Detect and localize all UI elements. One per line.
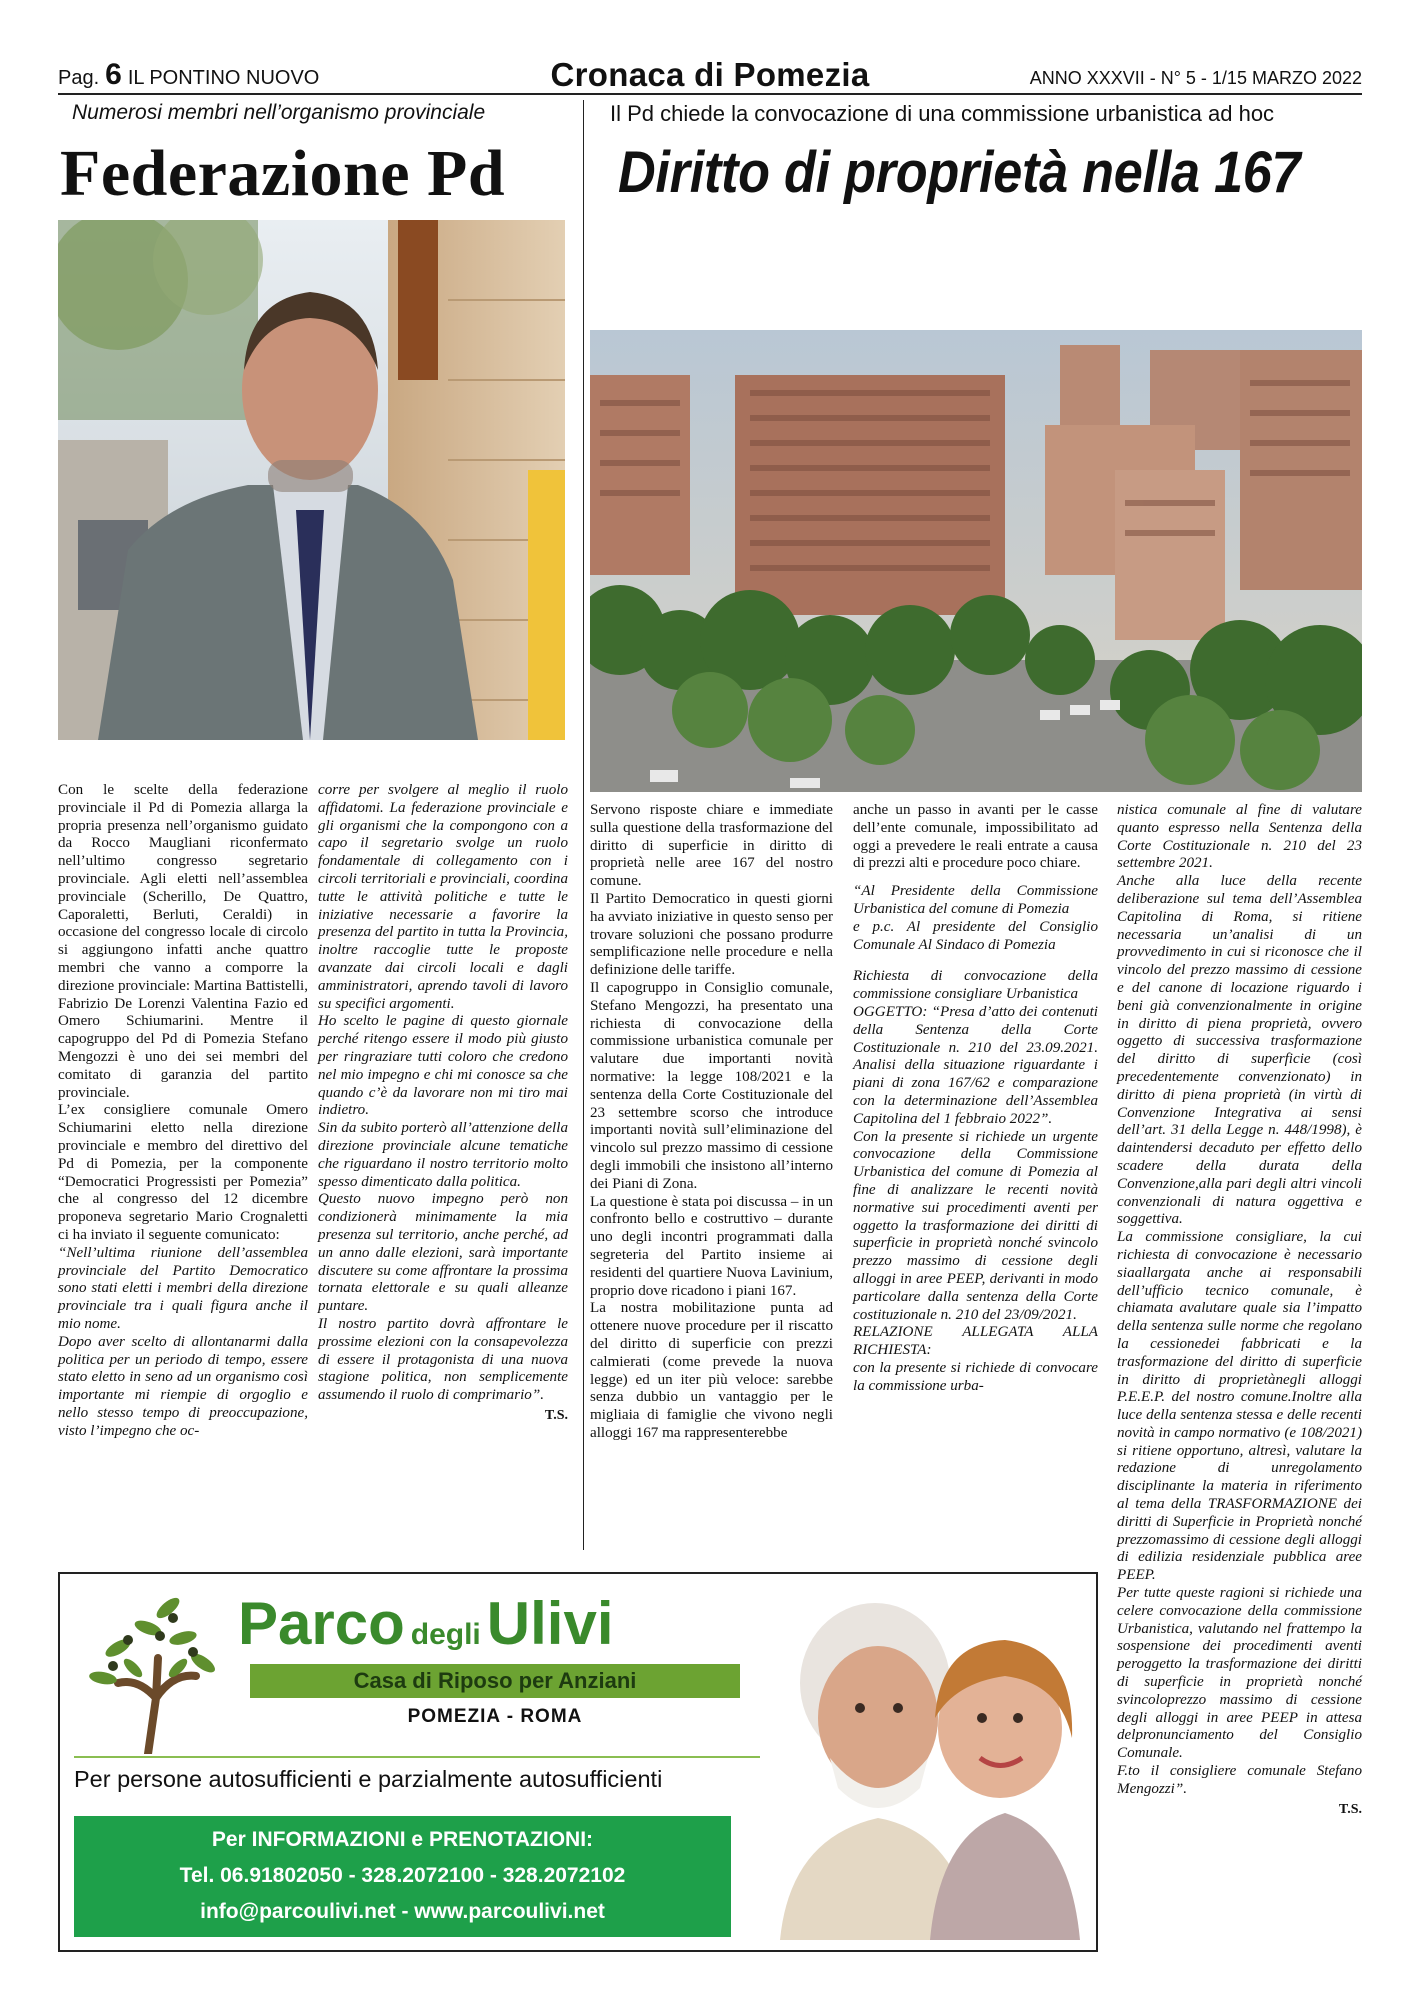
page-number: 6 [105, 58, 122, 91]
left-kicker: Numerosi membri nell’organismo provinciale [72, 101, 486, 124]
publication-name: IL PONTINO NUOVO [127, 67, 320, 89]
paragraph: Ho scelto le pagine di questo giornale perché ritengo essere il modo più giusto per ringraziare tutti coloro che credono nel mio impegno e chi mi conosce sa che quando c’è da lavorare non mi tiro mai indietro. [318, 1013, 568, 1119]
paragraph: Sin da subito porterò all’attenzione della direzione provinciale alcune tematiche che riguardano il nostro territorio molto spesso dimenticato dalla politica. [318, 1120, 568, 1190]
paragraph: “Nell’ultima riunione dell’assemblea provinciale del Partito Democratico sono stati eletti i membri della direzione provinciale tra i quali figura anche il mio nome. [58, 1244, 308, 1332]
paragraph: La nostra mobilitazione punta ad ottenere nuove procedure per il riscatto del diritto di superficie con prezzi calmierati (come prevede la nuova legge) ed un iter più veloce: sarebbe senza dubbio un vantaggio per le migliaia di famiglie che vivono negli alloggi 167 ma rappresenterebbe [590, 1300, 833, 1441]
olive-tree-icon [78, 1588, 228, 1754]
man-portrait-photo [58, 220, 565, 740]
ad-tagline: Casa di Riposo per Anziani [250, 1664, 740, 1698]
right-headline: Diritto di proprietà nella 167 [618, 140, 1301, 205]
advertisement [58, 1572, 1098, 1952]
section-title: Cronaca di Pomezia [550, 56, 870, 93]
right-column-3 [1117, 802, 1362, 1818]
left-column-2 [318, 782, 568, 1425]
paragraph: Il nostro partito dovrà affrontare le prossime elezioni con la consapevolezza di essere il protagonista di una nuova stagione politica, non semplicemente assumendo il ruolo di comprimario”. [318, 1315, 568, 1404]
paragraph: nistica comunale al fine di valutare quanto espresso nella Sentenza della Corte Costituzionale n. 210 del 23 settembre 2021. [1117, 802, 1362, 872]
paragraph: e p.c. Al presidente del Consiglio Comunale Al Sindaco di Pomezia [853, 918, 1098, 953]
column-divider [583, 100, 584, 1550]
right-kicker: Il Pd chiede la convocazione di una commissione urbanistica ad hoc [610, 101, 1275, 126]
issue-info: ANNO XXXVII - N° 5 - 1/15 MARZO 2022 [1029, 68, 1362, 88]
ad-contacts: info@parcoulivi.net - www.parcoulivi.net [200, 1900, 605, 1923]
ad-location: POMEZIA - ROMA [407, 1706, 583, 1727]
ad-phones: Tel. 06.91802050 - 328.2072100 - 328.2072102 [179, 1864, 626, 1887]
brand-word: degli [410, 1618, 481, 1651]
ad-divider [74, 1756, 774, 1758]
paragraph: Il Partito Democratico in questi giorni ha avviato iniziative in questo senso per trovare soluzioni che possano produrre semplificazione nelle procedure e nella definizione delle tariffe. [590, 890, 833, 979]
paragraph: Con le scelte della federazione provinciale il Pd di Pomezia allarga la propria presenza nell’organismo guidato da Rocco Maugliani riconfermato nell’ultimo congresso segretario provinciale. Agli eletti nell’assemblea provinciale (Scherillo, De Quattro, Caporaletti, Berluti, Ceraldi) in occasione del congresso locale di circolo si aggiungono infatti anche quattro membri che vanno a comporre la direzione provinciale: Martina Battistelli, Fabrizio De Lorenzi Valentina Fazio ed Omero Schiumarini. Mentre il capogruppo del Pd di Pomezia Stefano Mengozzi è uno dei sei membri del comitato di garanzia del partito provinciale. [58, 782, 308, 1101]
paragraph: corre per svolgere al meglio il ruolo affidatomi. La federazione provinciale e gli organismi che la compongono con a capo il segretario svolge un ruolo fondamentale di collegamento con i circoli territoriali e provinciali, coordina tutte le attività politiche e tutte le iniziative necessarie a favorire la presenza del partito in tutta la Provincia, inoltre raccoglie tutte le proposte avanzate dai circoli locali e dagli amministratori, aprendo tavoli di lavoro su specifici argomenti. [318, 782, 568, 1012]
right-column-1 [590, 802, 833, 1443]
paragraph: RELAZIONE ALLEGATA ALLA RICHIESTA: [853, 1324, 1098, 1359]
paragraph: La questione è stata poi discussa – in un confronto bello e costruttivo – durante uno degli incontri programmati dalla segreteria del Partito insieme ai residenti del quartiere Nuova Lavinium, proprio dove ricadono i piani 167. [590, 1193, 833, 1299]
author-signature: T.S. [544, 1407, 568, 1423]
elderly-couple-photo [760, 1588, 1086, 1940]
author-signature: T.S. [1338, 1801, 1362, 1817]
paragraph: Servono risposte chiare e immediate sulla questione della trasformazione del diritto di superficie in diritto di proprietà nelle aree 167 del nostro comune. [590, 802, 833, 890]
paragraph: anche un passo in avanti per le casse dell’ente comunale, impossibilitato ad oggi a prevedere le reali entrate a causa di prezzi alti e procedure poco chiare. [853, 802, 1098, 872]
paragraph: Questo nuovo impegno però non condizionerà minimamente la mia presenza sul territorio, anche perché, ad un anno dalle elezioni, sarà importante discutere su come affrontare la prossima tornata elettorale e su quali alleanze puntare. [318, 1191, 568, 1315]
page-label: Pag. [58, 67, 100, 89]
paragraph: “Al Presidente della Commissione Urbanistica del comune di Pomezia [853, 883, 1098, 917]
paragraph: con la presente si richiede di convocare la commissione urba- [853, 1359, 1098, 1394]
paragraph: La commissione consigliare, la cui richiesta di convocazione è necessario siaallargata anche ai responsabili dell’ufficio tecnico comunale, è chiamata avalutare quale sia l’impatto della sentenza sulle norme che regolano la cessionedei fabbricati e la trasformazione del diritto di superficie in diritto di proprietànegli alloggi P.E.E.P. del nostro comune.Inoltre alla luce della sentenza stessa e delle recenti novità in campo normativo (e 108/2021) si ritiene opportuno, altresì, valutare la redazione di unregolamento disciplinante la materia in riferimento al tema della TRASFORMAZIONE dei diritti di Superficie in Proprietà nonché prezzomassimo di cessione degli alloggi di edilizia residenziale pubblica aree PEEP. [1117, 1229, 1362, 1584]
brand-word: Ulivi [486, 1590, 614, 1657]
paragraph: L’ex consigliere comunale Omero Schiumarini eletto nella direzione provinciale e membro del direttivo del Pd di Pomezia, per la componente “Democratici Progressisti per Pomezia” che al congresso del 12 dicembre proponeva segretario Mario Crognaletti ci ha inviato il seguente comunicato: [58, 1102, 308, 1243]
paragraph: Dopo aver scelto di allontanarmi dalla politica per un periodo di tempo, essere stato eletto in seno ad un organismo così importante mi riempie di orgoglio e nello stesso tempo di preoccupazione, visto l’impegno che oc- [58, 1333, 308, 1439]
ad-brand [238, 1590, 614, 1658]
paragraph: Per tutte queste ragioni si richiede una celere convocazione della commissione Urbanistica, valutando nel frattempo la sospensione dei procedimenti aventi peroggetto la trasformazione dei diritti di superficie in proprietà nonché svincoloprezzo massimo di cessione degli alloggi in aree PEEP in attesa delpronunciamento del Consiglio Comunale. [1117, 1585, 1362, 1762]
paragraph: F.to il consigliere comunale Stefano Mengozzi”. [1117, 1763, 1362, 1797]
ad-claim: Per persone autosufficienti e parzialmente autosufficienti [74, 1766, 663, 1792]
paragraph: Il capogruppo in Consiglio comunale, Stefano Mengozzi, ha presentato una richiesta di convocazione della commissione urbanistica comunale per valutare due importanti novità normative: la legge 108/2021 e la sentenza della Corte Costituzionale del 23 settembre scorso che introduce importanti novità sull’eliminazione del vincolo sul prezzo massimo di cessione degli immobili che insistono all’interno dei Piani di Zona. [590, 979, 833, 1192]
apartment-buildings-photo [590, 330, 1362, 792]
header-rule [58, 93, 1362, 95]
left-column-1 [58, 782, 308, 1440]
paragraph: Anche alla luce della recente deliberazione sul tema dell’Assemblea Capitolina di Roma, si ritiene necessaria un’analisi di un provvedimento in cui si riconosce che il vincolo del prezzo massimo di cessione e del canone di locazione riguardo i beni già convenzionalmente in origine in diritto di piena proprietà, ovvero oggetto di successiva trasformazione del diritto di superficie (così precedentemente convenzionato) in diritto di piena proprietà (in virtù di Convenzione Integrativa ai sensi dell’art. 31 della Legge n. 448/1998), è daintendersi decaduto per effetto dello scadere della durata della Convenzione,alla pari degli altri vincoli convenzionali di natura oggettiva e soggettiva. [1117, 873, 1362, 1228]
paragraph: Con la presente si richiede un urgente convocazione della Commissione Urbanistica del comune di Pomezia al fine di analizzare le recenti novità normative sui procedimenti aventi per oggetto la trasformazione dei diritti di superficie in proprietà nonché svincolo prezzo massimo di cessione degli alloggi in aree PEEP, derivanti in modo particolare dalla sentenza della Corte costituzionale n. 210 del 23/09/2021. [853, 1128, 1098, 1323]
ad-info-heading: Per INFORMAZIONI e PRENOTAZIONI: [211, 1828, 594, 1851]
paragraph: Richiesta di convocazione della commissione consigliare Urbanistica [853, 968, 1098, 1003]
left-headline: Federazione Pd [60, 137, 506, 210]
right-column-2 [853, 802, 1098, 1396]
paragraph: OGGETTO: “Presa d’atto dei contenuti della Sentenza della Corte Costituzionale n. 210 del 23.09.2021. Analisi della situazione riguardante i piani di zona 167/62 e comparazione con la determinazione dell’Assemblea Capitolina del 1 febbraio 2022”. [853, 1003, 1098, 1127]
ad-contact-box [74, 1816, 731, 1937]
brand-word: Parco [238, 1590, 405, 1657]
